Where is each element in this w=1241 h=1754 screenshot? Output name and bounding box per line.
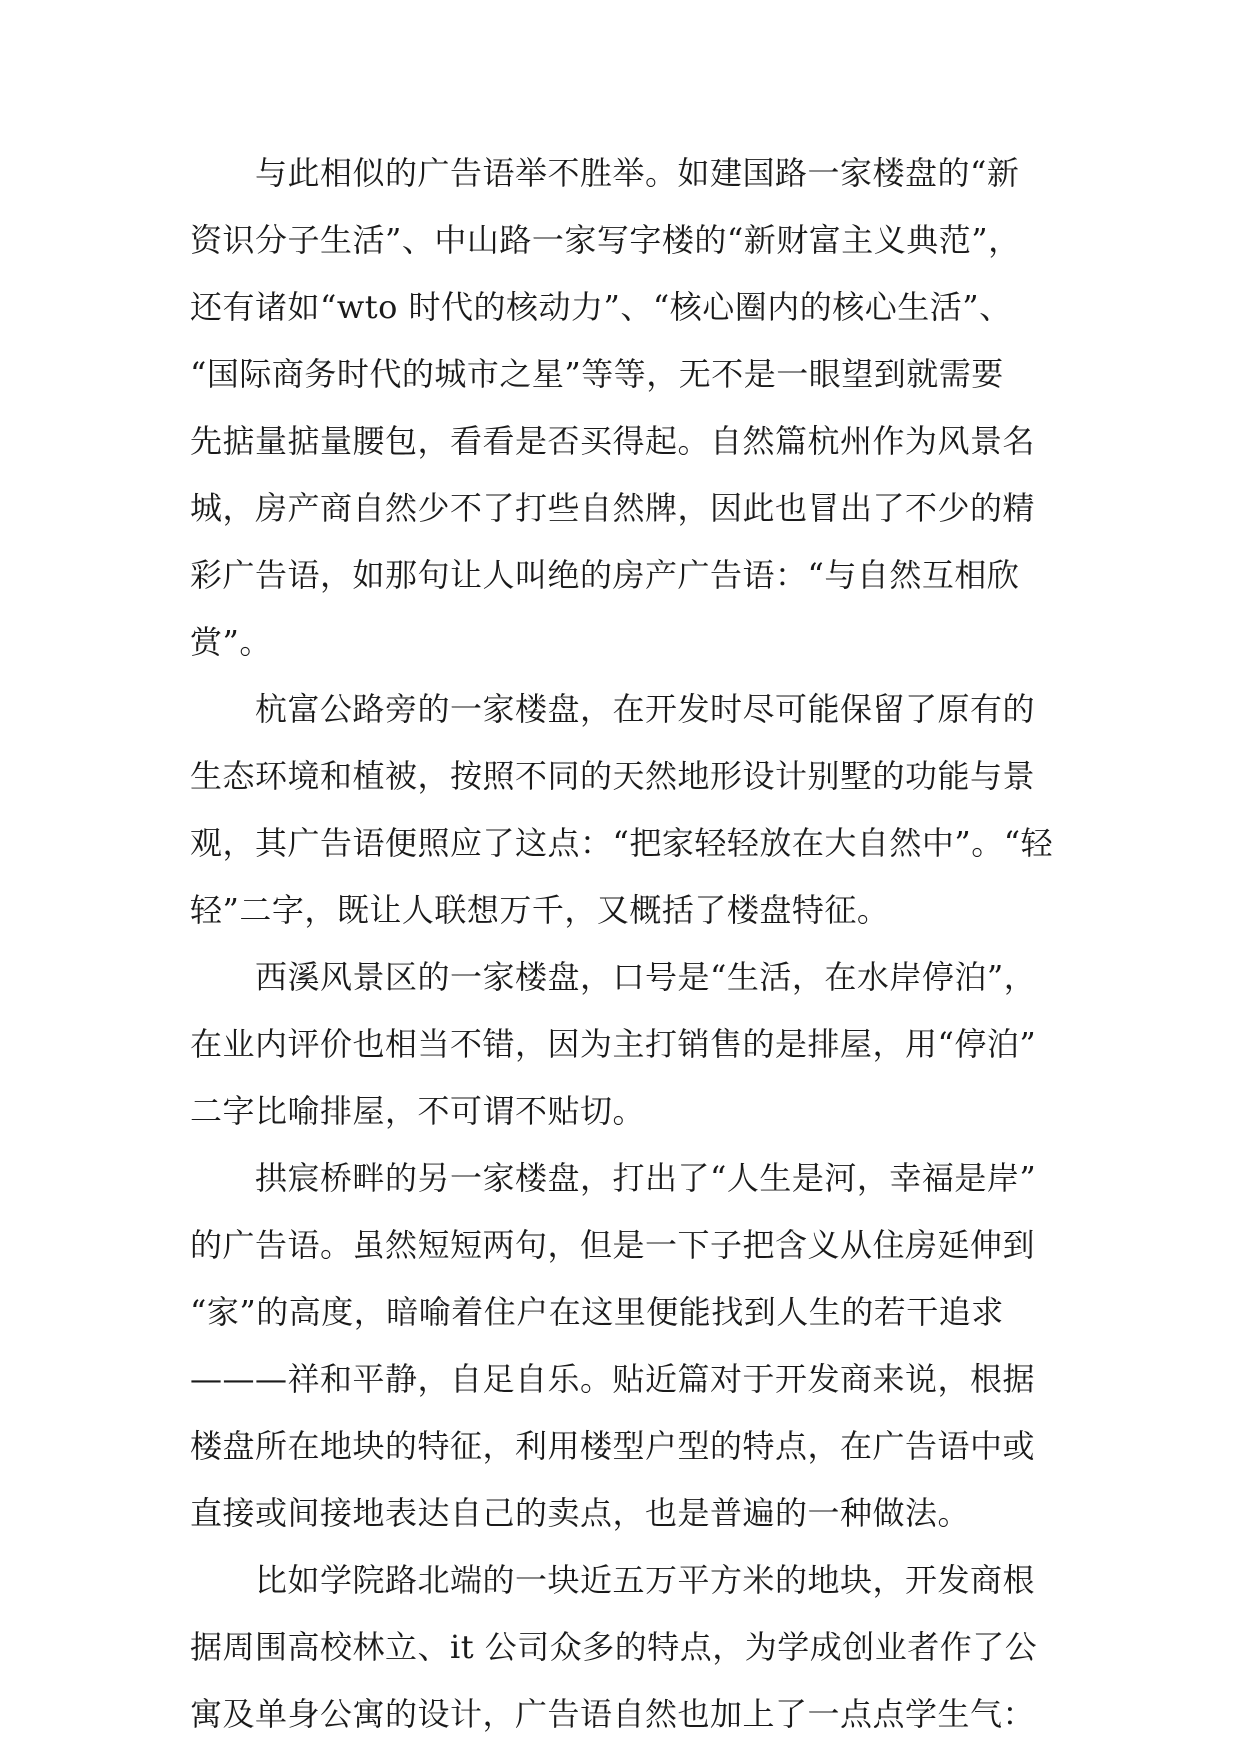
body-text: [190, 140, 1070, 1748]
paragraph-2: 杭富公路旁的一家楼盘，在开发时尽可能保留了原有的 生态环境和植被，按照不同的天然地形设计别墅的功能与景 观，其广告语便照应了这点：“把家轻轻放在大自然中”。“轻 轻”二字，既让人联想万千，又概括了楼盘特征。: [190, 690, 1054, 929]
paragraph-3: 西溪风景区的一家楼盘，口号是“生活，在水岸停泊”， 在业内评价也相当不错，因为主打销售的是排屋，用“停泊” 二字比喻排屋，不可谓不贴切。: [190, 958, 1037, 1130]
paragraph-5: 比如学院路北端的一块近五万平方米的地块，开发商根 据周围高校林立、it 公司众多的特点，为学成创业者作了公 寓及单身公寓的设计，广告语自然也加上了一点点学生气：: [190, 1561, 1038, 1733]
paragraph-1: 与此相似的广告语举不胜举。如建国路一家楼盘的“新 资识分子生活”、中山路一家写字楼的“新财富主义典范”， 还有诸如“wto 时代的核动力”、“核心圈内的核心生活”、 “国际商务时代的城市之星”等等，无不是一眼望到就需要 先掂量掂量腰包，看看是否买得起。自然篇杭州作为风景名 城，房产商自然少不了打些自然牌，因此也冒出了不少的精 彩广告语，如那句让人叫绝的房产广告语：“与自然互相欣 赏”。: [190, 154, 1036, 661]
paragraph-4: 拱宸桥畔的另一家楼盘，打出了“人生是河，幸福是岸” 的广告语。虽然短短两句，但是一下子把含义从住房延伸到 “家”的高度，暗喻着住户在这里便能找到人生的若干追求 ———祥和平静，自足自乐。贴近篇对于开发商来说，根据 楼盘所在地块的特征，利用楼型户型的特点，在广告语中或 直接或间接地表达自己的卖点，也是普遍的一种做法。: [190, 1159, 1037, 1532]
